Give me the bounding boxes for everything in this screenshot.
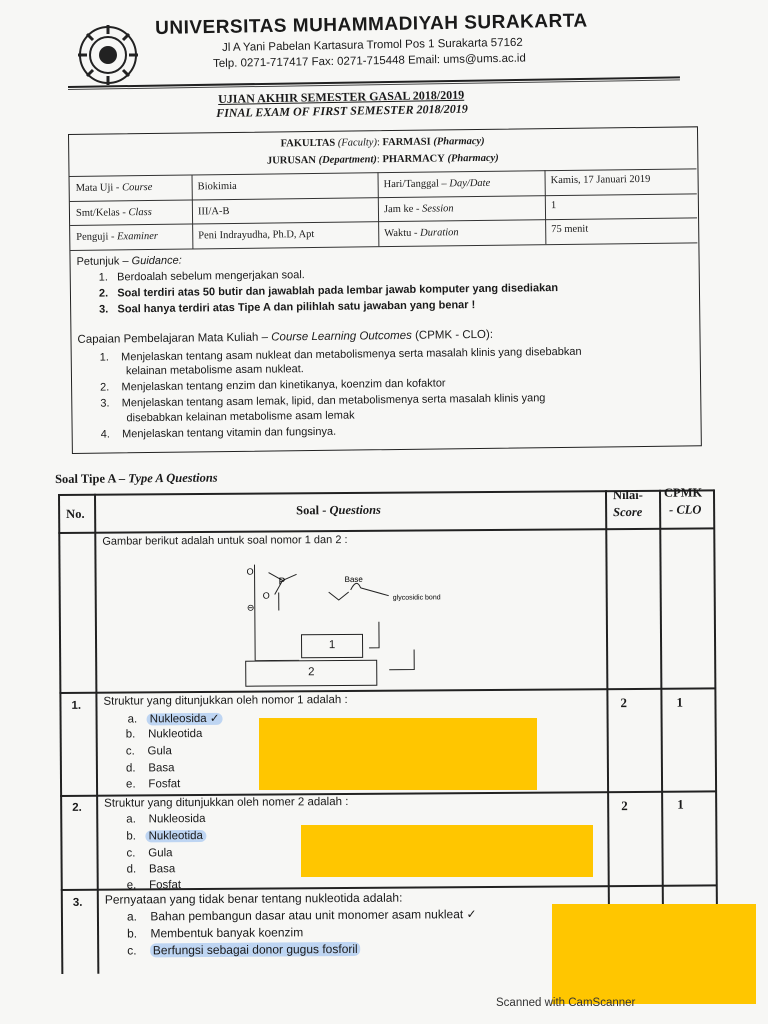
class-value: III/A-B <box>197 206 230 218</box>
figure-box-2: 2 <box>245 660 377 687</box>
option: e. Fosfat <box>126 879 182 892</box>
svg-text:O: O <box>262 590 270 601</box>
svg-text:Base: Base <box>344 574 363 585</box>
question-text: Struktur yang ditunjukkan oleh nomor 1 adalah : <box>103 693 348 708</box>
exam-title-english: FINAL EXAM OF FIRST SEMESTER 2018/2019 <box>216 101 468 120</box>
option: a. Nukleosida <box>126 812 206 826</box>
svg-text:glycosidic bond: glycosidic bond <box>392 594 441 602</box>
clo-label-suffix: (CPMK - CLO): <box>414 328 494 342</box>
letterhead-rule <box>68 76 680 88</box>
question-score: 2 <box>621 798 628 814</box>
class-label-en: Class <box>128 206 152 219</box>
clo-item-continued: kelainan metabolisme asam nukleat. <box>125 363 304 378</box>
faculty-label: FAKULTAS <box>280 137 336 150</box>
session-value: 1 <box>550 200 557 212</box>
examiner-label-en: Examiner <box>117 230 158 243</box>
option: a. Bahan pembangun dasar atau unit monomer asam nukleat ✓ <box>126 907 477 924</box>
redaction-block <box>301 825 593 877</box>
university-contact: Telp. 0271-717417 Fax: 0271-715448 Email: ums@ums.ac.id <box>213 52 526 70</box>
question-text: Pernyataan yang tidak benar tentang nukleotida adalah: <box>104 890 403 907</box>
option: c. Berfungsi sebagai donor gugus fosforil <box>127 942 361 958</box>
col-header-no: No. <box>66 506 85 521</box>
svg-text:P: P <box>278 576 286 588</box>
exam-info-box: FAKULTAS (Faculty): FARMASI (Pharmacy) JURUSAN (Department): PHARMACY (Pharmacy) Mata Uji - Course Biokimia Hari/Tanggal – Day/Date Kamis, 17 Januari 2019 Smt/Kelas - Class III/A-B Jam ke - Session 1 Penguji - Examiner Peni Indrayudha, Ph.D, Apt Waktu - Duration 75 menit Petunjuk – Guidance: 1. Berdoalah sebelum mengerjakan soal. 2. Soal terdiri atas 50 butir dan jawablah pada lembar jawab komputer yang disediakan 3. Soal hanya terdiri atas Tipe A dan pilihlah satu jawaban yang benar ! Capaian Pembelajaran Mata Kuliah – Course Learning Outcomes (CPMK - CLO): 1. Menjelaskan tentang asam nukleat dan metabolismenya serta masalah klinis yang disebabkan kelainan metabolisme asam nukleat. 2. Menjelaskan tentang enzim dan kinetikanya, koenzim dan kofaktor 3. Menjelaskan tentang asam lemak, lipid, dan metabolismenya serta masalah klinis yang disebabkan kelainan metabolisme asam lemak 4. Menjelaskan tentang vitamin dan fungsinya. <box>68 126 702 454</box>
col-header-clo-en: - CLO <box>669 502 702 517</box>
clo-item-continued: disebabkan kelainan metabolisme asam lemak <box>126 409 355 425</box>
scanner-watermark: Scanned with CamScanner <box>496 997 636 1009</box>
examiner-label: Penguji - <box>76 231 115 243</box>
option: d. Basa <box>125 762 175 775</box>
guidance-item: 1. Berdoalah sebelum mengerjakan soal. <box>98 269 305 284</box>
examiner-value: Peni Indrayudha, Ph.D, Apt <box>198 228 315 242</box>
svg-text:⊖: ⊖ <box>246 602 255 613</box>
figure-box-1: 1 <box>301 634 363 658</box>
session-label: Jam ke - <box>383 203 420 216</box>
question-text: Struktur yang ditunjukkan oleh nomer 2 adalah : <box>104 795 349 810</box>
day-label: Hari/Tanggal – <box>383 178 447 191</box>
department-value-en: (Pharmacy) <box>447 152 499 165</box>
option: d. Basa <box>126 863 176 876</box>
question-number: 3. <box>72 896 83 909</box>
guidance-label: Petunjuk – <box>76 255 129 268</box>
col-header-score-en: Score <box>613 504 643 520</box>
col-header-clo: CPMK <box>663 485 703 500</box>
clo-item: 3. Menjelaskan tentang asam lemak, lipid, dan metabolismenya serta masalah klinis yang <box>100 392 546 410</box>
faculty-label-en: (Faculty) <box>337 137 377 149</box>
guidance-item: 2. Soal terdiri atas 50 butir dan jawablah pada lembar jawab komputer yang disediakan <box>98 282 559 300</box>
option: c. Gula <box>125 745 172 758</box>
exam-title: UJIAN AKHIR SEMESTER GASAL 2018/2019 <box>218 87 465 106</box>
option: c. Gula <box>126 847 173 860</box>
course-label-en: Course <box>121 181 153 194</box>
option: a. Nukleosida ✓ <box>128 711 223 726</box>
university-logo-icon <box>70 22 146 88</box>
question-number: 2. <box>72 801 82 814</box>
option: e. Fosfat <box>125 778 181 791</box>
option: b. Membentuk banyak koenzim <box>127 925 304 941</box>
clo-label-en: Course Learning Outcomes <box>271 329 412 344</box>
clo-label: Capaian Pembelajaran Mata Kuliah – <box>77 331 269 346</box>
redaction-block <box>552 904 756 1004</box>
guidance-label-en: Guidance: <box>131 254 182 268</box>
guidance-item: 3. Soal hanya terdiri atas Tipe A dan pilihlah satu jawaban yang benar ! <box>99 299 476 316</box>
clo-item: 1. Menjelaskan tentang asam nukleat dan metabolismenya serta masalah klinis yang disebabkan <box>99 345 582 364</box>
option: b. Nukleotida <box>126 830 206 843</box>
clo-item: 4. Menjelaskan tentang vitamin dan fungsinya. <box>100 425 337 441</box>
department-label: JURUSAN <box>266 154 316 167</box>
col-header-question: Soal - Questions <box>296 502 381 518</box>
course-label: Mata Uji - <box>75 182 120 194</box>
option: b. Nukleotida <box>125 727 203 741</box>
question-clo: 1 <box>677 796 684 812</box>
svg-text:O: O <box>246 566 254 577</box>
question-number: 1. <box>71 699 82 712</box>
question-score: 2 <box>620 695 628 711</box>
clo-item: 2. Menjelaskan tentang enzim dan kinetikanya, koenzim dan kofaktor <box>100 377 446 394</box>
duration-label: Waktu - <box>384 227 418 240</box>
class-label: Smt/Kelas - <box>75 207 126 219</box>
university-name: UNIVERSITAS MUHAMMADIYAH SURAKARTA <box>155 10 588 39</box>
day-label-en: Day/Date <box>449 177 491 190</box>
faculty-value-en: (Pharmacy) <box>433 135 485 148</box>
duration-label-en: Duration <box>420 227 459 239</box>
university-address: Jl A Yani Pabelan Kartasura Tromol Pos 1 Surakarta 57162 <box>222 36 523 54</box>
section-heading: Soal Tipe A – Type A Questions <box>55 470 218 486</box>
faculty-value: FARMASI <box>382 136 431 149</box>
course-value: Biokimia <box>197 180 237 193</box>
session-label-en: Session <box>422 203 454 215</box>
question-clo: 1 <box>676 694 684 710</box>
duration-value: 75 menit <box>551 223 589 236</box>
redaction-block <box>259 718 537 790</box>
figure-intro: Gambar berikut adalah untuk soal nomor 1 dan 2 : <box>102 533 348 548</box>
col-header-score: Nilai- <box>612 487 643 503</box>
department-label-en: (Department) <box>318 154 377 166</box>
day-value: Kamis, 17 Januari 2019 <box>550 173 651 187</box>
department-value: PHARMACY <box>382 153 445 166</box>
